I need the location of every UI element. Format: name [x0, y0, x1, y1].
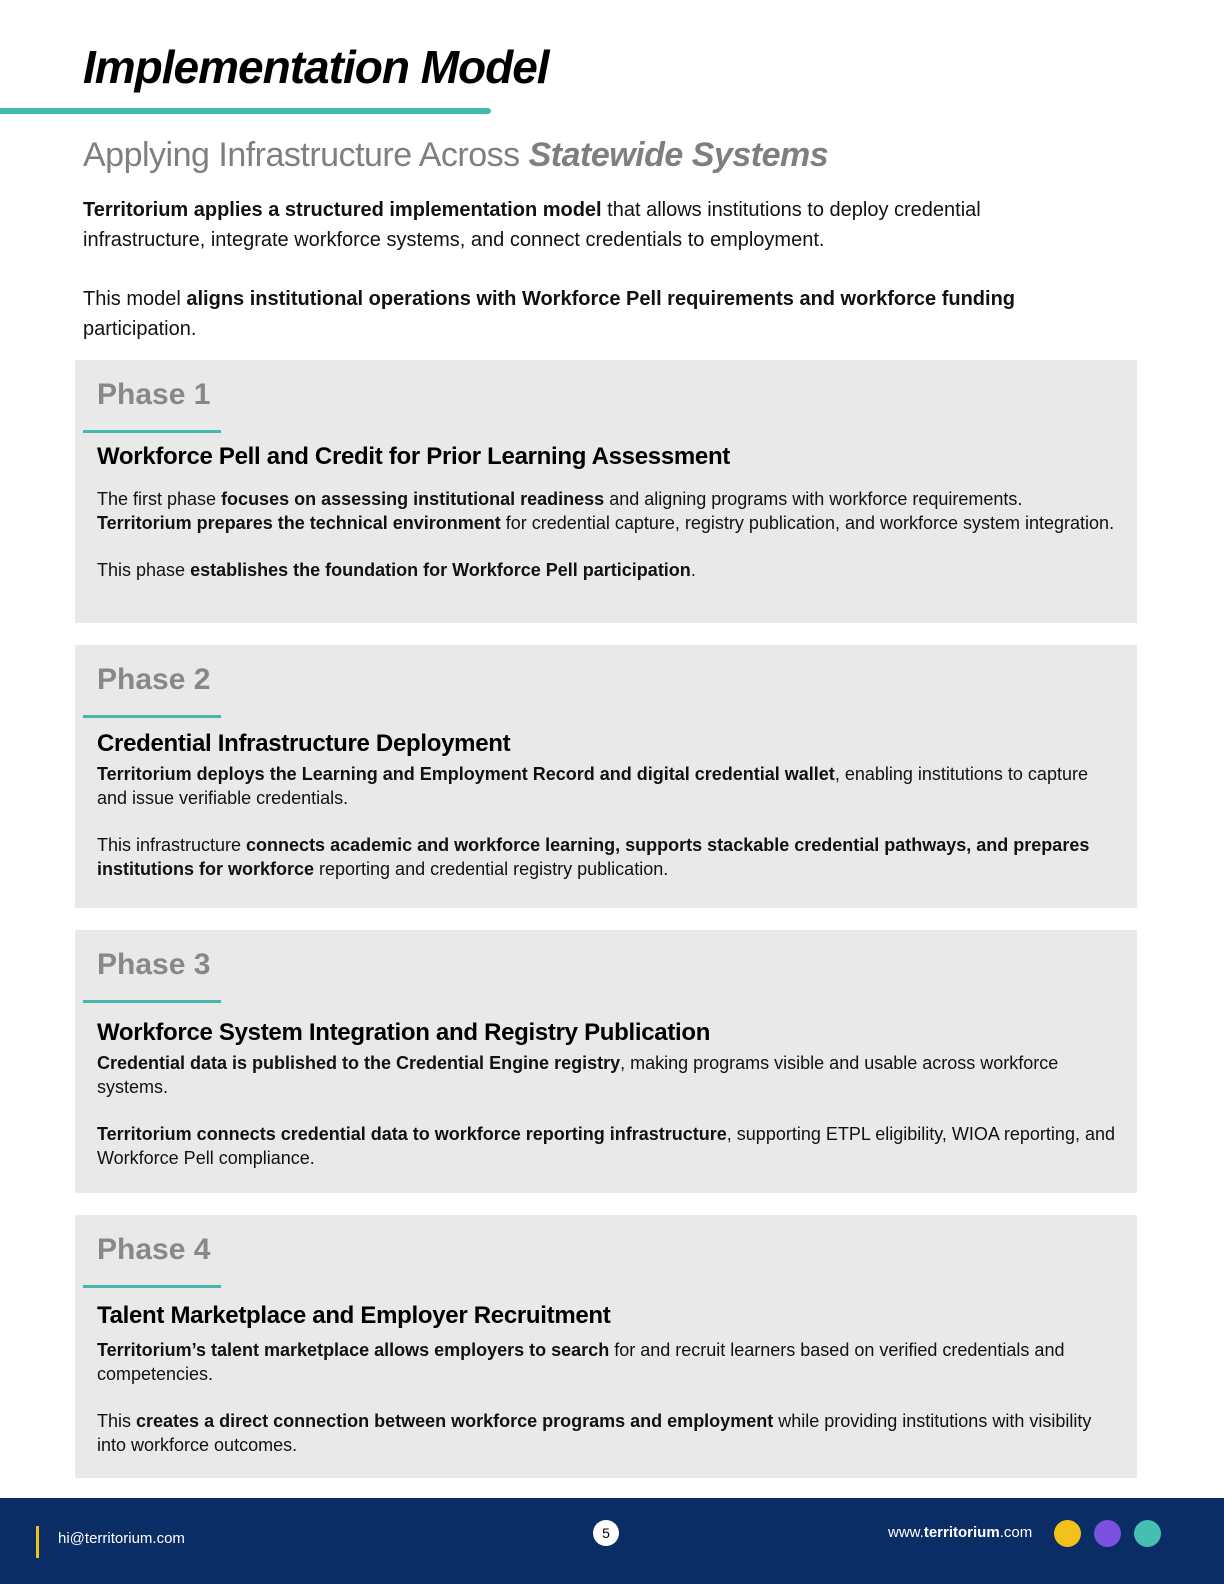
web-prefix: www.	[888, 1524, 924, 1541]
text: reporting and credential registry publication.	[314, 859, 669, 879]
bold-text: Territorium connects credential data to workforce reporting infrastructure	[97, 1124, 727, 1144]
phase-card	[75, 1215, 1137, 1478]
phase-paragraph	[97, 487, 1115, 535]
phase-heading: Workforce System Integration and Registry Publication	[97, 1019, 711, 1046]
bold-text: Credential data is published to the Credential Engine registry	[97, 1053, 621, 1073]
phase-paragraph	[97, 762, 1115, 810]
phase-paragraph	[97, 833, 1115, 881]
text: The first phase	[97, 489, 222, 509]
phase-card	[75, 930, 1137, 1193]
text: and aligning programs with workforce requirements.	[604, 489, 1023, 509]
phase-heading: Talent Marketplace and Employer Recruitment	[97, 1302, 611, 1329]
phase-underline	[83, 430, 221, 433]
phase-underline	[83, 1285, 221, 1288]
title-underline	[0, 108, 491, 114]
phase-paragraph	[97, 1051, 1115, 1099]
footer	[0, 1498, 1224, 1584]
phase-label: Phase 3	[97, 948, 211, 981]
phase-paragraph	[97, 1122, 1115, 1170]
bold-text: aligns institutional operations with Workforce Pell requirements and workforce funding	[186, 288, 1015, 310]
phase-paragraph	[97, 1338, 1115, 1386]
phase-label: Phase 2	[97, 663, 211, 696]
text: This model	[83, 288, 187, 310]
yellow-dot-icon	[1054, 1520, 1081, 1547]
phase-heading: Credential Infrastructure Deployment	[97, 730, 511, 757]
page-title: Implementation Model	[83, 41, 549, 93]
page-number: 5	[593, 1520, 619, 1546]
bold-text: Territorium’s talent marketplace allows employers to search	[97, 1340, 610, 1360]
bold-text: Territorium prepares the technical environment	[97, 513, 501, 533]
text: .	[690, 560, 696, 580]
phase-paragraph	[97, 558, 1115, 582]
text: that allows institutions to deploy credential infrastructure, integrate workforce systems, and connect credentials to employment.	[83, 199, 981, 251]
bold-text: connects academic and workforce learning, supports stackable credential pathways, and prepares institutions for workforce	[97, 835, 1090, 879]
phase-card	[75, 360, 1137, 623]
text: This infrastructure	[97, 835, 247, 855]
subtitle-text: Applying Infrastructure Across	[83, 136, 529, 174]
phase-paragraph	[97, 1409, 1115, 1457]
phase-label: Phase 1	[97, 378, 211, 411]
intro-paragraph	[83, 284, 1083, 344]
subtitle-emphasis: Statewide Systems	[528, 136, 829, 174]
phase-heading: Workforce Pell and Credit for Prior Learning Assessment	[97, 443, 731, 470]
bold-text: establishes the foundation for Workforce Pell participation	[190, 560, 691, 580]
page-subtitle	[83, 136, 828, 175]
text: This phase	[97, 560, 191, 580]
text: , enabling institutions to capture and issue verifiable credentials.	[97, 764, 1088, 808]
phase-underline	[83, 715, 221, 718]
phase-card	[75, 645, 1137, 908]
teal-dot-icon	[1134, 1520, 1161, 1547]
bold-text: Territorium deploys the Learning and Employment Record and digital credential wallet	[97, 764, 835, 784]
web-brand: territorium	[923, 1524, 1000, 1541]
text: participation.	[83, 318, 197, 340]
text: , making programs visible and usable across workforce systems.	[97, 1053, 1059, 1097]
text: , supporting ETPL eligibility, WIOA reporting, and Workforce Pell compliance.	[97, 1124, 1115, 1168]
web-suffix: .com	[999, 1524, 1033, 1541]
text: for credential capture, registry publication, and workforce system integration.	[500, 513, 1115, 533]
phase-label: Phase 4	[97, 1233, 211, 1266]
footer-accent-bar	[36, 1526, 39, 1558]
text: for and recruit learners based on verified credentials and competencies.	[97, 1340, 1065, 1384]
intro-paragraph	[83, 195, 1083, 255]
footer-website[interactable]	[888, 1524, 1032, 1541]
bold-text: Territorium applies a structured implementation model	[83, 199, 602, 221]
footer-email[interactable]: hi@territorium.com	[58, 1530, 185, 1547]
text: while providing institutions with visibility into workforce outcomes.	[97, 1411, 1092, 1455]
bold-text: creates a direct connection between workforce programs and employment	[136, 1411, 774, 1431]
bold-text: focuses on assessing institutional readiness	[221, 489, 605, 509]
text: This	[97, 1411, 137, 1431]
phase-underline	[83, 1000, 221, 1003]
purple-dot-icon	[1094, 1520, 1121, 1547]
